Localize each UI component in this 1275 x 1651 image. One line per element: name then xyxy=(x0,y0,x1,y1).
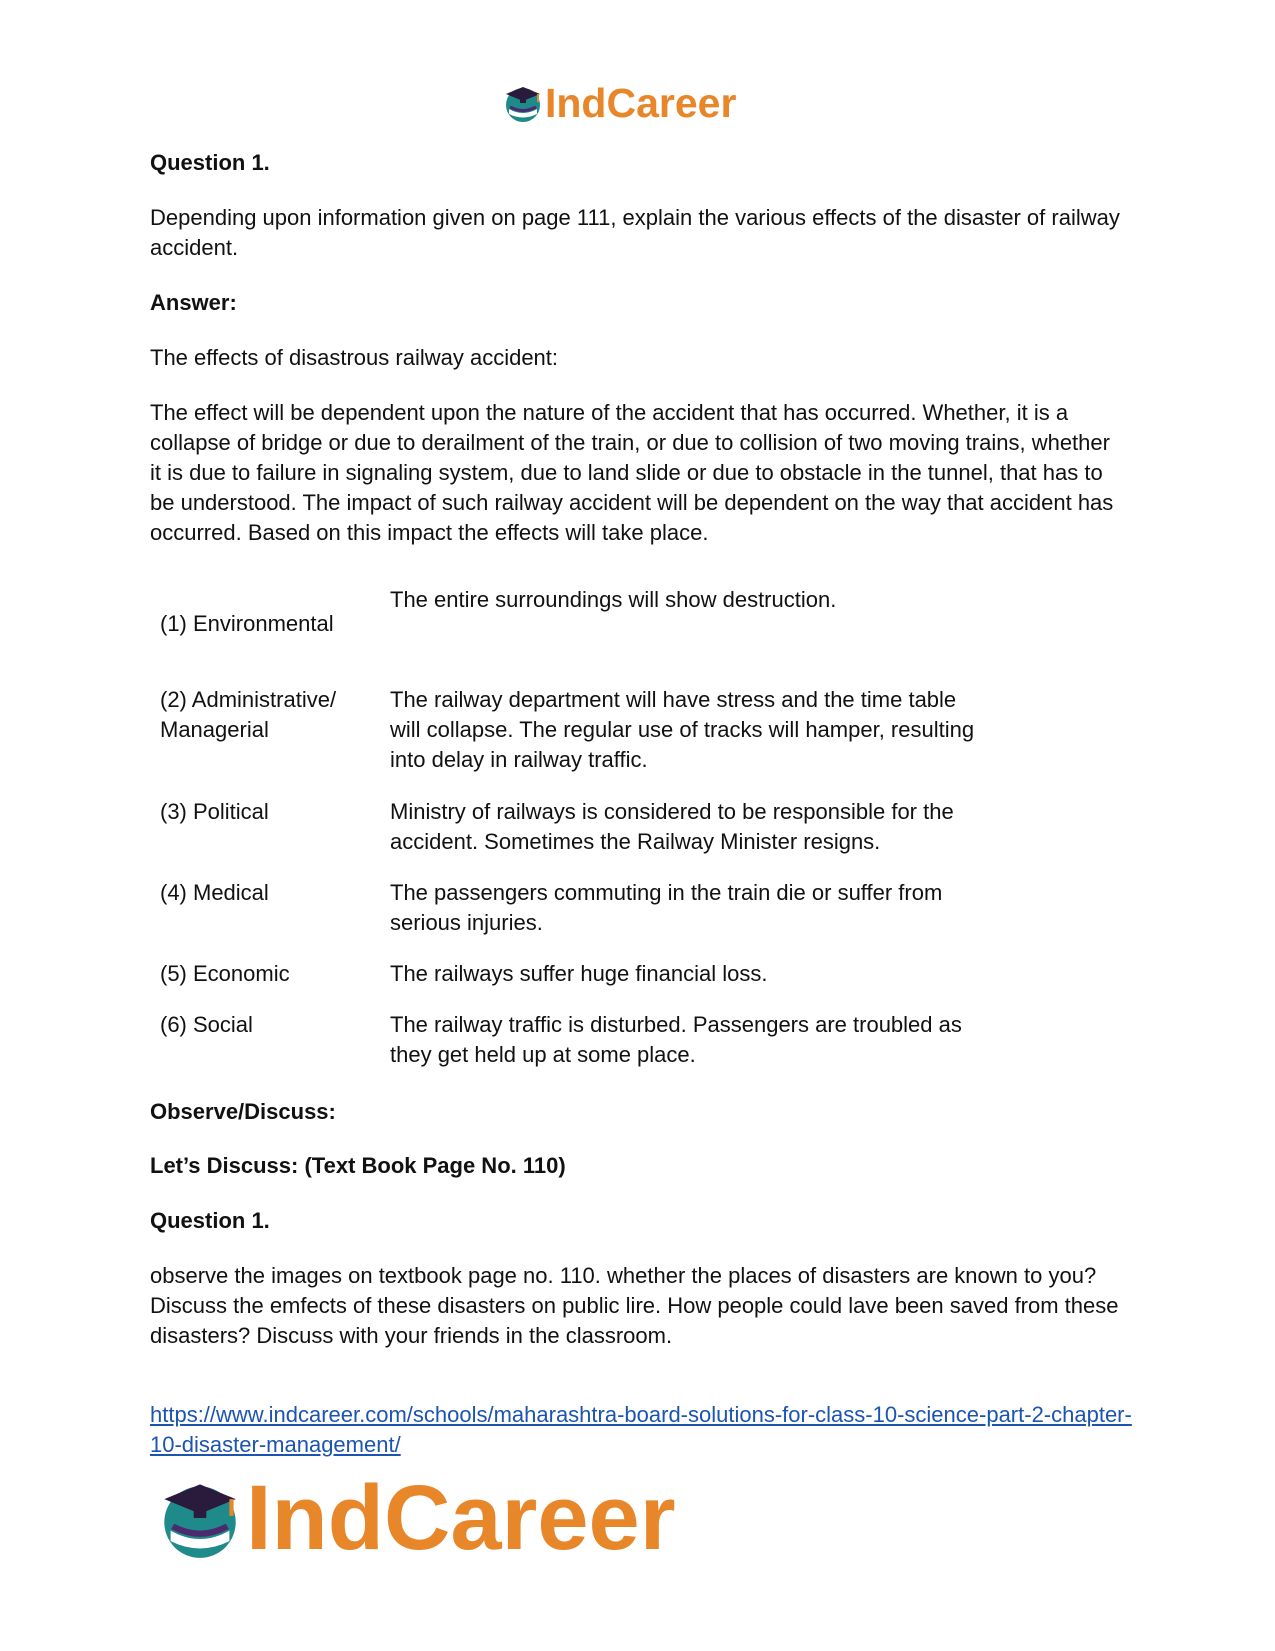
effect-label: (1) Environmental xyxy=(160,611,334,636)
answer-heading: Answer: xyxy=(150,290,237,315)
effect-description: The railway traffic is disturbed. Passengers are troubled as they get held up at some place. xyxy=(390,1012,962,1067)
discuss-question-text: observe the images on textbook page no. 110. whether the places of disasters are known to you? Discuss the emfects of these disasters on public lire. How people could lave been saved from these disasters? Discuss with your friends in the classroom. xyxy=(150,1263,1119,1348)
source-link[interactable]: https://www.indcareer.com/schools/maharashtra-board-solutions-for-class-10-science-part-2-chapter-10-disaster-management/ xyxy=(150,1402,1132,1457)
question-text: Depending upon information given on page 111, explain the various effects of the disaster of railway accident. xyxy=(150,205,1120,260)
graduation-cap-book-globe-icon xyxy=(158,1476,242,1560)
answer-paragraph: The effect will be dependent upon the nature of the accident that has occurred. Whether, it is a collapse of bridge or due to derailment of the train, or due to collision of two moving trains, whether it is due to failure in signaling system, due to land slide or due to obstacle in the tunnel, that has to be understood. The impact of such railway accident will be dependent on the way that accident has occurred. Based on this impact the effects will take place. xyxy=(150,400,1114,545)
answer-intro: The effects of disastrous railway accident: xyxy=(150,345,559,370)
effect-label: (4) Medical xyxy=(160,880,269,905)
brand-name: IndCareer xyxy=(545,80,737,126)
effect-description: The entire surroundings will show destruction. xyxy=(390,587,837,612)
header-logo xyxy=(503,80,736,126)
effect-label: (2) Administrative/ Managerial xyxy=(160,687,337,742)
question-heading: Question 1. xyxy=(150,150,270,175)
effect-description: Ministry of railways is considered to be responsible for the accident. Sometimes the Railway Minister resigns. xyxy=(390,799,954,854)
effect-label: (6) Social xyxy=(160,1012,253,1037)
effect-label: (3) Political xyxy=(160,799,269,824)
effect-label: (5) Economic xyxy=(160,961,290,986)
effect-description: The railways suffer huge financial loss. xyxy=(390,961,768,986)
brand-name: IndCareer xyxy=(246,1467,676,1569)
effect-description: The railway department will have stress and the time table will collapse. The regular use of tracks will hamper, resulting into delay in railway traffic. xyxy=(390,687,975,772)
discuss-heading: Let’s Discuss: (Text Book Page No. 110) xyxy=(150,1153,566,1178)
observe-heading: Observe/Discuss: xyxy=(150,1099,336,1124)
effect-description: The passengers commuting in the train die or suffer from serious injuries. xyxy=(390,880,943,935)
footer-logo xyxy=(158,1468,676,1568)
discuss-question-heading: Question 1. xyxy=(150,1208,270,1233)
graduation-cap-book-globe-icon xyxy=(503,83,543,123)
